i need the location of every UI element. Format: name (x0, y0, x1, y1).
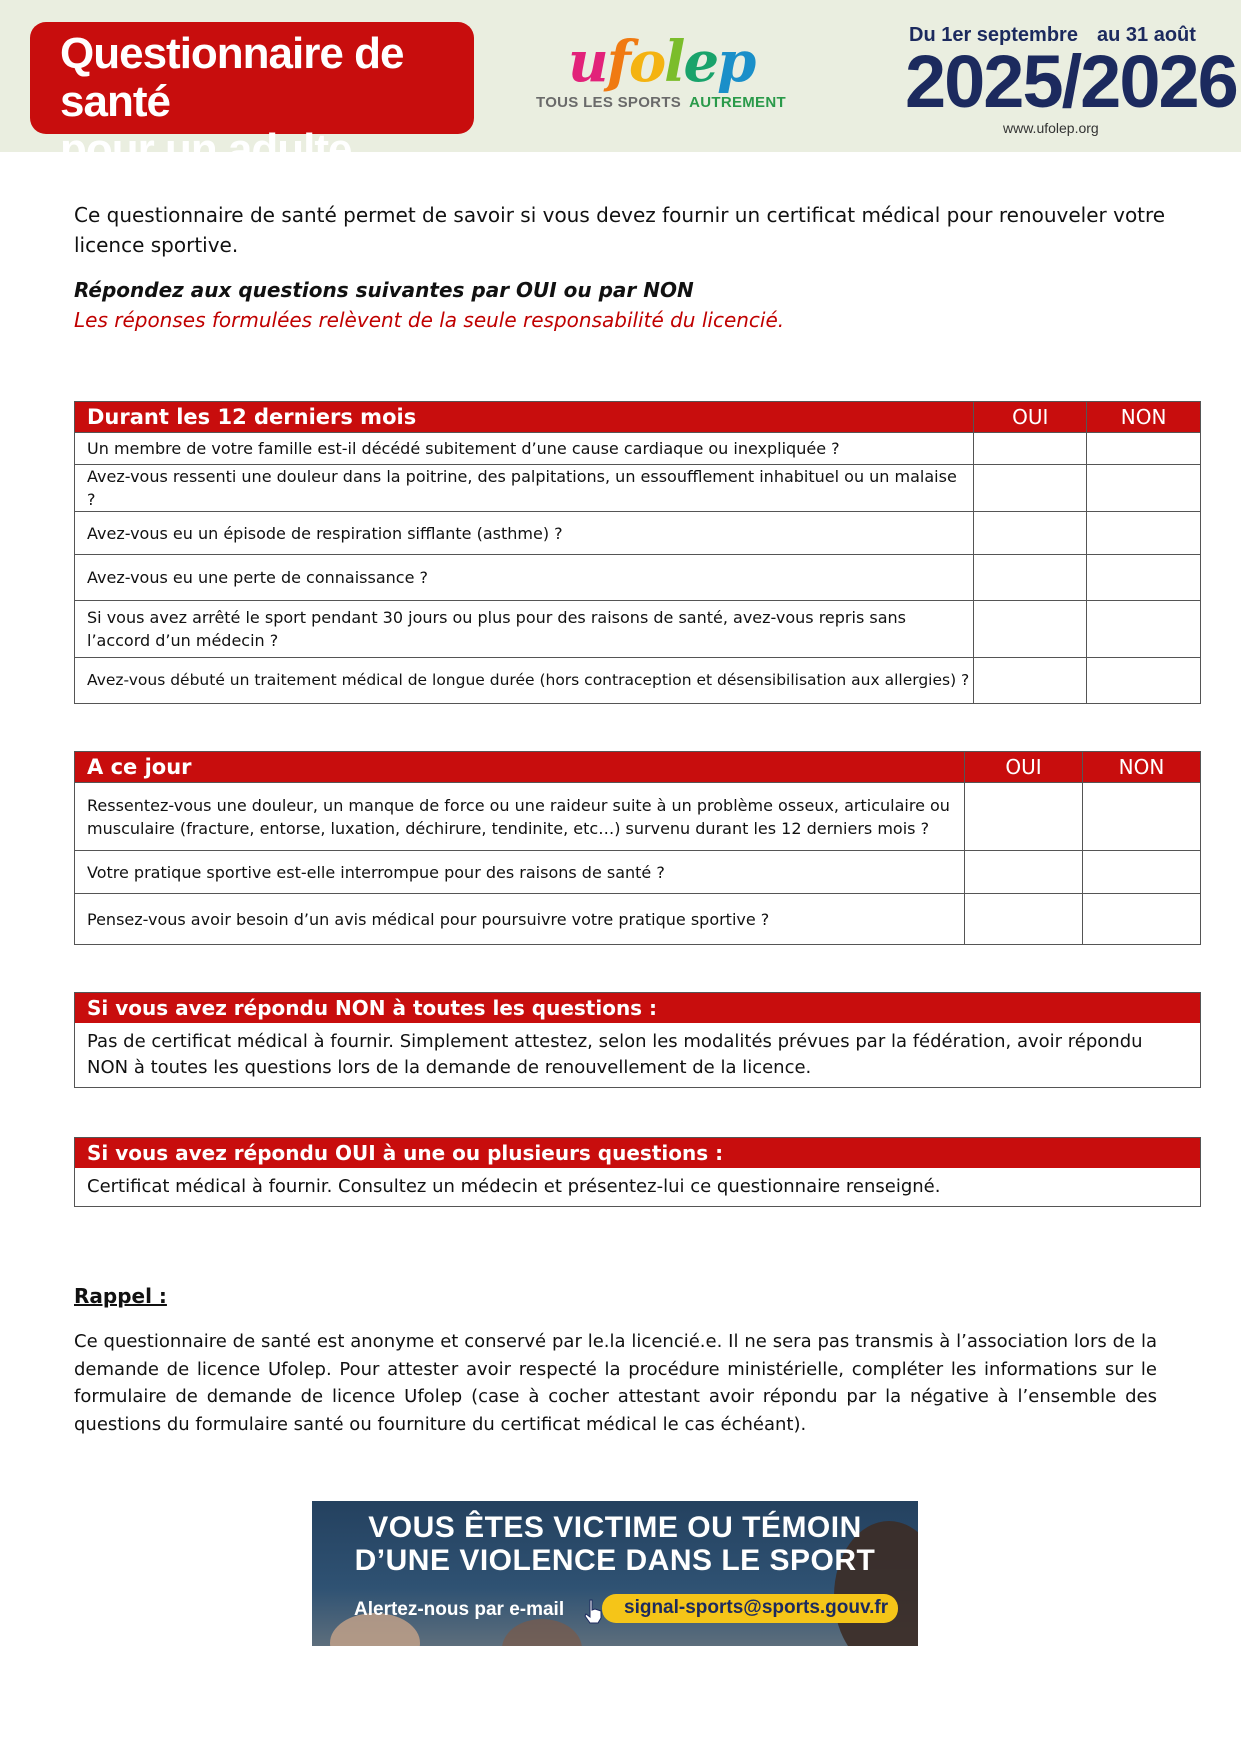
logo-tagline (536, 94, 786, 111)
table-row (75, 601, 1201, 658)
yes-column-header: OUI (965, 752, 1083, 783)
table-row (75, 555, 1201, 601)
yes-checkbox[interactable] (965, 851, 1083, 894)
info-box-any-yes (74, 1137, 1201, 1207)
question-text: Un membre de votre famille est-il décédé subitement d’une cause cardiaque ou inexpliquée ? (75, 433, 974, 465)
banner-photo-shape (502, 1619, 582, 1646)
table-row (75, 512, 1201, 555)
instruction-text: Répondez aux questions suivantes par OUI ou par NON (74, 278, 694, 302)
question-text: Avez-vous eu une perte de connaissance ? (75, 555, 974, 601)
responsibility-note: Les réponses formulées relèvent de la seule responsabilité du licencié. (74, 308, 785, 332)
table-header-row (75, 752, 1201, 783)
no-checkbox[interactable] (1087, 555, 1201, 601)
info-box-title: Si vous avez répondu NON à toutes les questions : (75, 993, 1200, 1023)
logo-letter: l (664, 29, 684, 95)
logo-letter: f (606, 29, 629, 95)
ufolep-logo (532, 29, 802, 122)
table-header-row (75, 402, 1201, 433)
yes-checkbox[interactable] (974, 601, 1087, 658)
logo-letter: p (717, 29, 755, 95)
document-title-line1: Questionnaire de santé (60, 29, 404, 126)
logo-tagline-part2: AUTREMENT (689, 94, 786, 111)
yes-checkbox[interactable] (965, 783, 1083, 851)
season-years: 2025/2026 (905, 40, 1237, 123)
info-box-all-no (74, 992, 1201, 1088)
no-column-header: NON (1087, 402, 1201, 433)
no-column-header: NON (1083, 752, 1201, 783)
yes-checkbox[interactable] (965, 894, 1083, 945)
banner-headline-line2: D’UNE VIOLENCE DANS LE SPORT (354, 1544, 876, 1577)
yes-checkbox[interactable] (974, 465, 1087, 512)
info-box-body: Pas de certificat médical à fournir. Simplement attestez, selon les modalités prévues par la fédération, avoir répondu NON à toutes les questions lors de la demande de renouvellement de la licence. (87, 1031, 1143, 1078)
question-text: Ressentez-vous une douleur, un manque de force ou une raideur suite à un problème osseux, articulaire ou musculaire (fracture, entorse, luxation, déchirure, tendinite, etc…) survenu durant les 12 derniers mois ? (75, 783, 965, 851)
banner-email-link[interactable]: signal-sports@sports.gouv.fr (602, 1594, 898, 1623)
question-text: Votre pratique sportive est-elle interrompue pour des raisons de santé ? (75, 851, 965, 894)
table-row (75, 658, 1201, 704)
yes-checkbox[interactable] (974, 512, 1087, 555)
question-text: Si vous avez arrêté le sport pendant 30 jours ou plus pour des raisons de santé, avez-vous repris sans l’accord d’un médecin ? (75, 601, 974, 658)
page-header (0, 0, 1241, 174)
no-checkbox[interactable] (1087, 512, 1201, 555)
yes-checkbox[interactable] (974, 658, 1087, 704)
question-text: Avez-vous débuté un traitement médical de longue durée (hors contraception et désensibilisation aux allergies) ? (75, 658, 974, 704)
no-checkbox[interactable] (1087, 465, 1201, 512)
logo-letter: o (628, 29, 665, 95)
info-box-body: Certificat médical à fournir. Consultez un médecin et présentez-lui ce questionnaire renseigné. (87, 1176, 941, 1197)
questions-table-today (74, 751, 1201, 945)
title-box (30, 22, 474, 174)
table-row (75, 783, 1201, 851)
no-checkbox[interactable] (1087, 658, 1201, 704)
table-row (75, 433, 1201, 465)
yes-column-header: OUI (974, 402, 1087, 433)
questions-table-12-months (74, 401, 1201, 704)
no-checkbox[interactable] (1087, 433, 1201, 465)
ufolep-logo-word (568, 29, 755, 95)
question-text: Pensez-vous avoir besoin d’un avis médical pour poursuivre votre pratique sportive ? (75, 894, 965, 945)
logo-tagline-part1: TOUS LES SPORTS (536, 94, 682, 111)
intro-text: Ce questionnaire de santé permet de savoir si vous devez fournir un certificat médical pour renouveler votre licence sportive. (74, 203, 1166, 257)
no-checkbox[interactable] (1083, 851, 1201, 894)
logo-letter: u (568, 29, 607, 95)
yes-checkbox[interactable] (974, 555, 1087, 601)
info-box-title: Si vous avez répondu OUI à une ou plusieurs questions : (75, 1138, 1200, 1168)
season-block (905, 22, 1237, 140)
no-checkbox[interactable] (1083, 894, 1201, 945)
question-text: Avez-vous eu un épisode de respiration sifflante (asthme) ? (75, 512, 974, 555)
section-title: Durant les 12 derniers mois (75, 402, 974, 433)
season-from: Du 1er septembre (909, 24, 1078, 46)
table-row (75, 851, 1201, 894)
banner-headline (312, 1511, 918, 1577)
rappel-body: Ce questionnaire de santé est anonyme et conservé par le.la licencié.e. Il ne sera pas transmis à l’association lors de la demande de licence Ufolep. Pour attester avoir respecté la procédure ministérielle, compléter les informations sur le formulaire de demande de licence Ufolep (case à cocher attestant avoir répondu par la négative à l’ensemble des questions du formulaire santé ou fourniture du certificat médical le cas échéant). (74, 1331, 1157, 1435)
question-text: Avez-vous ressenti une douleur dans la poitrine, des palpitations, un essoufflement inhabituel ou un malaise ? (75, 465, 974, 512)
table-row (75, 465, 1201, 512)
logo-letter: e (683, 29, 718, 95)
website-link[interactable]: www.ufolep.org (1003, 120, 1099, 136)
banner-alert-text: Alertez-nous par e-mail (354, 1599, 565, 1620)
table-row (75, 894, 1201, 945)
season-to: au 31 août (1097, 24, 1196, 46)
violence-alert-banner[interactable] (312, 1501, 918, 1646)
yes-checkbox[interactable] (974, 433, 1087, 465)
document-title-line2: pour un adulte (60, 125, 352, 174)
banner-headline-line1: VOUS ÊTES VICTIME OU TÉMOIN (368, 1511, 862, 1544)
no-checkbox[interactable] (1083, 783, 1201, 851)
no-checkbox[interactable] (1087, 601, 1201, 658)
pointer-hand-icon (582, 1598, 604, 1624)
section-title: A ce jour (75, 752, 965, 783)
rappel-title: Rappel : (74, 1284, 167, 1308)
